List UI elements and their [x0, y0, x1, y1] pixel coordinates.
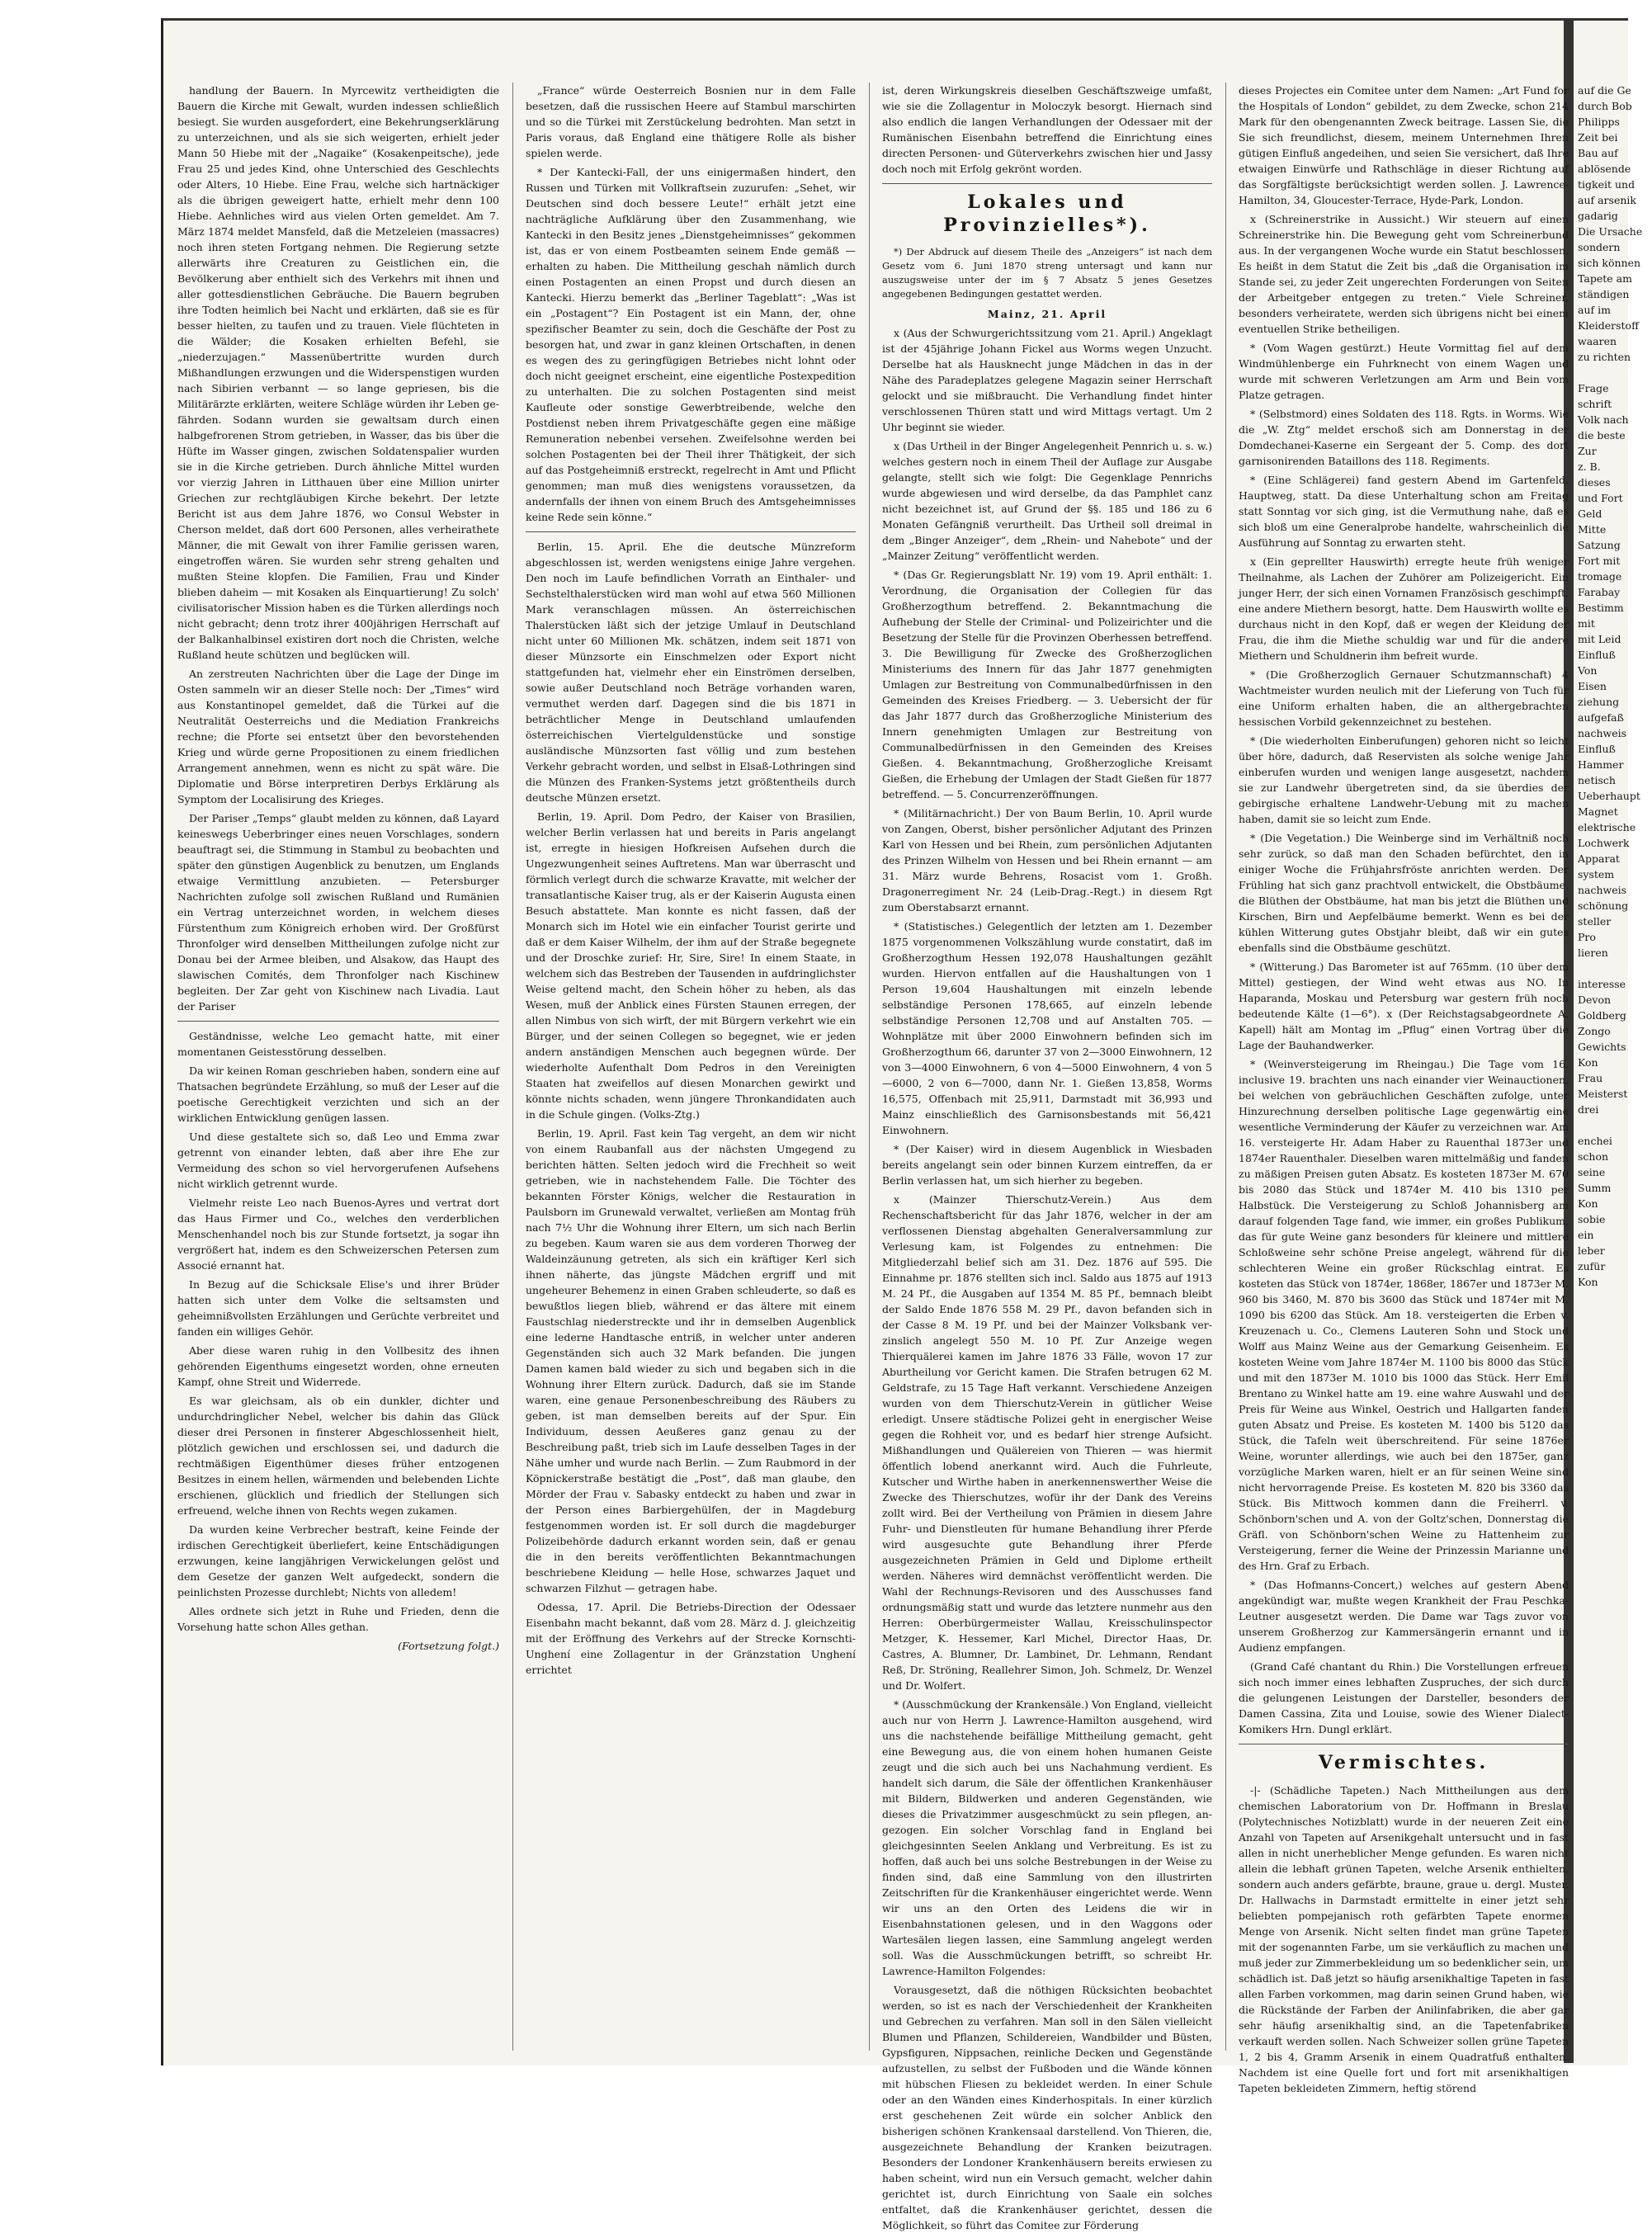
fragment-line: seine — [1578, 1166, 1606, 1178]
adjacent-page-fragment — [1578, 83, 1652, 2051]
fragment-line: Eisen — [1578, 680, 1607, 692]
fragment-line: Mitte — [1578, 523, 1607, 536]
feuilleton-paragraph: Vielmehr reiste Leo nach Buenos-Ayres und vertrat dort das Haus Firmer und Co., welches den verderblichen Menschenhandel noch bis zur Stunde fortsetzt, ja sogar ihn vergrößert hat, indem es den Schweizerschen Petersen zum Associé ernannt hat. — [177, 1197, 499, 1272]
feuilleton-paragraph: Alles ordnete sich jetzt in Ruhe und Frieden, denn die Vorsehung hatte schon Alles gethan. — [177, 1605, 499, 1633]
section-heading-miscellaneous: Vermischtes. — [1318, 1752, 1489, 1773]
fragment-line: Volk nach — [1578, 413, 1629, 426]
fragment-line: tromage — [1578, 570, 1622, 583]
odessa-continuation: ist, deren Wirkungskreis dieselben Geschäftszweige umfaßt, wie sie die Zollagentur in Moloczyk besorgt. Hiernach sind also endlich die langen Verhandlungen der Odessaer mit der Rumänischen Eisenbahn betreffend die Einrichtung eines directen Personen- und Güterverkehrs zwischen hier und Jassy doch noch mit Erfolg gekrönt worden. — [882, 84, 1212, 175]
fragment-line: sondern — [1578, 241, 1621, 253]
news-item: x (Aus der Schwurgerichtssitzung vom 21. April.) Angeklagt ist der 45jährige Johann Fickel aus Worms wegen Unzucht. Derselbe hat als Hausknecht junge Mädchen in das in der Nähe des Paradeplatzes gelegene Magazin seiner Herrschaft gelockt und sie mißbraucht. Die Verhandlung findet hinter verschlossenen Thüren statt und wird Mittags vertagt. Um 2 Uhr beginnt sie wieder. — [882, 327, 1212, 433]
news-item: * (Witterung.) Das Barometer ist auf 765mm. (10 über dem Mittel) gestiegen, der Wind weht etwas aus NO. In Haparanda, Moskau und Petersburg war gestern früh noch bedeutende Kälte (1—6°). x (Der Reichstagsabgeordnete A. Kapell) hält am Montag im „Pflug“ einen Vortrag über die Lage der Bauhandwerker. — [1239, 961, 1569, 1051]
fragment-line: Die Ursache — [1578, 225, 1643, 238]
fragment-line: elektrische — [1578, 821, 1636, 833]
fragment-line: Einfluß — [1578, 743, 1616, 755]
fragment-line: tigkeit und — [1578, 178, 1635, 191]
news-item: (Grand Café chantant du Rhin.) Die Vorstellungen erfreuen sich noch immer eines lebhaften Zuspruches, der sich durch die gelungenen Leistungen der Darsteller, besonders der Damen Cassina, Zita und Louise, sowie des Wiener Dialect-Komikers Hrn. Dungl erklärt. — [1239, 1660, 1569, 1735]
fragment-line: Bestimm — [1578, 602, 1624, 614]
fragment-line: leber — [1578, 1244, 1605, 1257]
article-paragraph: „France“ würde Oesterreich Bosnien nur in dem Falle besetzen, daß die russischen Heere auf Stambul marschirten und so die Türkei mit Zerstückelung bedrohten. Man setzt in Paris voraus, daß England eine thätigere Rolle als bisher spielen werde. — [526, 84, 856, 159]
fragment-line: Apparat — [1578, 852, 1620, 865]
miscellaneous-items — [1239, 1782, 1569, 2096]
fragment-line: aufgefaß — [1578, 711, 1624, 724]
news-item: * (Der Kaiser) wird in diesem Augenblick in Wiesbaden bereits angelangt sein oder binnen Kurzem eintreffen, da er Berlin verlassen hat, um sich hierher zu begeben. — [882, 1143, 1212, 1187]
hamilton-letter: dieses Projectes ein Comitee unter dem Namen: „Art Fund for the Hospitals of London“ gebildet, zu dem Zwecke, schon 214 Mark für den obengenannten Zweck beitrage. Lassen Sie, die Sie sich freundlichst, diesem, meinem Unternehmen Ihren gütigen Einfluß angedeihen, und seien Sie versichert, daß Ihre etwaigen Einwürfe und Rathschläge in dieser Richtung auf das Sorgfältigste berücksichtigt werden sollen. J. Lawrence-Hamilton, 34, Gloucester-Terrace, Hyde-Park, London. — [1239, 84, 1569, 206]
news-item: * (Die wiederholten Einberufungen) gehoren nicht so leicht über höre, dadurch, daß Reservisten als solche wenige Jahr einberufen wurden und wenigen lange ausgesetzt, nachdem sie zur Landwehr übergetreten sind, da sie überdies der gebirgische erhaltene Landwehr-Uebung mit zu machen haben, damit sie so leicht zum Ende. — [1239, 734, 1569, 825]
fragment-line: Devon — [1578, 994, 1612, 1006]
fragment-line: Zeit bei — [1578, 131, 1618, 144]
fragment-line: Magnet — [1578, 805, 1618, 818]
article-paragraph: handlung der Bauern. In Myrcewitz vertheidigten die Bauern die Kirche mit Gewalt, wurden indessen schließlich besiegt. Sie wurden ausgefordert, eine Bekehrungserklärung zu unterzeichnen, und als sie sich weigerten, erhielt jeder Mann 50 Hiebe mit der „Nagaike“ (Kosakenpeitsche), jede Frau 25 und jedes Kind, ohne Unterschied des Geschlechts oder Alters, 10 Hiebe. Eine Frau, welche sich hartnäckiger als die übrigen geweigert hatte, erhielt mehr denn 100 Hiebe. Aehnliches wird aus vielen Orten gemeldet. Am 7. März 1874 meldet Mansfeld, daß die Metzeleien (massacres) noch ihren steten Fortgang nehmen. Die Regierung setzte allerwärts ihre Creaturen zu Geistlichen ein, die Bevölkerung aber enthielt sich des Verkehrs mit ihnen und aller gottesdienstlichen Gebräuche. Die Bauern begruben ihre Todten heimlich bei Nacht und erklärten, daß sie es für besser hielten, zu taufen und zu trauen. Viele flüchteten in die Wälder; die Kosaken erhielten Befehl, sie „niederzujagen.“ Massenübertritte wurden durch Mißhandlungen erzwungen und die Widerspenstigen wurden nach Sibirien verbannt — so lange gepriesen, bis die Militärärzte erklärten, weitere Schläge würden ihr Leben gefährden. Sodann wurden sie gewaltsam durch einen halbgefrorenen Strom getrieben, in Wasser, das bis über die Hüfte im Wasser gingen, zwischen Soldatenspalier wurden sie in die Kirche getrieben. Durch ähnliche Mittel wurden vor vierzig Jahren in Litthauen über eine Million unirter Griechen zur rechtgläubigen Kirche bekehrt. Der letzte Bericht ist aus dem Jahre 1876, wo Consul Webster in Cherson meldet, daß dort 600 Personen, alles verheirathete Männer, die mit Gewalt von ihrer Familie gerissen waren, eingetroffen wären. Sie wurden sehr streng gehalten und mußten Steine klopfen. Die Familien, Frau und Kinder blieben daheim — mit Kosaken als Einquartierung! Zu solch' civilisatorischer Mission haben es die Türken allerdings noch nicht gebracht; denn trotz ihrer 400jährigen Herrschaft auf der Balkanhalbinsel existiren dort noch die Christen, welche Rußland heute schützen und beglücken will. — [177, 84, 499, 661]
fragment-line: zu richten — [1578, 351, 1631, 363]
column-2-articles — [526, 83, 856, 525]
fragment-line: Zongo — [1578, 1025, 1611, 1037]
column-3 — [882, 83, 1212, 2231]
fragment-line: Kon — [1578, 1056, 1598, 1069]
fragment-line: schon — [1578, 1150, 1609, 1163]
fragment-line: Hammer — [1578, 758, 1624, 771]
fragment-line: ziehung — [1578, 696, 1620, 708]
column-rule — [1225, 83, 1226, 2051]
fragment-line: schrift — [1578, 398, 1612, 410]
article-paragraph: An zerstreuten Nachrichten über die Lage der Dinge im Osten sammeln wir an dieser Stelle noch: Der „Times“ wird aus Konstantinopel gemeldet, daß die Türkei auf die Neutralität Oesterreichs und die Mediation Frankreichs rechne; die Pforte sei entsetzt über den bevorstehenden Krieg und würde gerne Propositionen zu einem friedlichen Arrangement annehmen, wenn es nicht zu spät wäre. Die Diplomatie und Börse interpretiren Derbys Erklärung als Symptom der Localisirung des Krieges. — [177, 668, 499, 805]
column-2-divider — [526, 531, 856, 532]
feuilleton-paragraph: Geständnisse, welche Leo gemacht hatte, mit einer momentanen Geistesstörung desselben. — [177, 1030, 499, 1058]
dateline-mainz: Mainz, 21. April — [987, 308, 1107, 320]
fragment-line: Fort mit — [1578, 555, 1621, 567]
news-item: * (Statistisches.) Gelegentlich der letzten am 1. Dezember 1875 vorgenommenen Volkszählung wurde constatirt, daß im Großherzogthum Hessen 192,078 Haushaltungen gezählt wurden. Hiervon entfallen auf die Haushaltungen von 1 Person 19,604 Haushaltungen mit einzeln lebende selbständige Personen 178,665, auf einzeln lebende selbständige Personen 12,708 und auf Anstalten 705. — Wohnplätze mit über 2000 Einwohnern befinden sich im Großherzogthum 66, darunter 37 von 2—3000 Einwohnern, 12 von 3—4000 Einwohnern, 6 von 4—5000 Einwohnern, 4 von 5—6000, 2 von 6—7000, dann Nr. 1. Gießen 13,858, Worms 16,575, Offenbach mit 25,911, Darmstadt mit 36,993 und Mainz einschließlich des Garnisonsbestands mit 56,421 Einwohnern. — [882, 920, 1212, 1136]
fragment-line: dieses — [1578, 476, 1611, 489]
feuilleton-paragraph: Da wir keinen Roman geschrieben haben, sondern eine auf Thatsachen begründete Erzählung, so muß der Leser auf die poetische Gerechtigkeit verzichten und sich an der wirklichen Entwicklung genügen lassen. — [177, 1065, 499, 1124]
fragment-line: Geld — [1578, 508, 1602, 520]
local-news-items — [882, 325, 1212, 2233]
section-divider — [882, 183, 1212, 184]
fragment-line: Kon — [1578, 1197, 1598, 1210]
fragment-line: auf arsenik — [1578, 194, 1636, 206]
fragment-line: sich können — [1578, 257, 1641, 269]
column-1 — [177, 83, 499, 2051]
feuilleton-paragraph: Aber diese waren ruhig in den Vollbesitz des ihnen gehörenden Eigenthums eingesetzt worden, ohne erneuten Kampf, ohne Streit und Widerrede. — [177, 1344, 499, 1388]
feuilleton-paragraph: In Bezug auf die Schicksale Elise's und ihrer Brüder hatten sich unter dem Volke die seltsamsten und geheimnißvollsten Erzählungen und Gerüchte verbreitet und fanden ein williges Gehör. — [177, 1278, 499, 1338]
fragment-line: mit Leid — [1578, 633, 1621, 645]
column-2 — [526, 83, 856, 2051]
news-item: * (Weinversteigerung im Rheingau.) Die Tage vom 16. inclusive 19. brachten uns nach einander vier Weinauctionen, bei welchen von gebräuchlichen Geschäften zufolge, unter Hinzurechnung derselben politische Lage gegenwärtig eine wesentliche Verminderung der Käufer zu verzeichnen war. Am 16. versteigerte Hr. Adam Haber zu Rauenthal 1873er und 1874er Rauenthaler. Dieselben waren mittelmäßig und fanden zu mäßigen Preisen guten Absatz. Es kosteten 1873er M. 670 bis 2080 das Stück und 1874er M. 410 bis 1310 per Halbstück. Die Versteigerung zu Schloß Johannisberg am darauf folgenden Tage fand, wie immer, ein großes Publikum, das für gute Weine ganz besonders für kleinere und mittlere Schloßweine sehr schöne Preise angelegt, während für die schlechteren Weine ein großer Rückschlag eintrat. Es kosteten das Stück von 1874er, 1868er, 1867er und 1873er M. 960 bis 3460, M. 870 bis 3600 das Stück und 1874er mit M. 1090 bis 6200 das Stück. Am 18. versteigerten die Erben v. Kreuzenach u. Co., Clemens Lauteren Sohn und Stock und Wolff aus Mainz Weine aus der Gemarkung Geisenheim. Es kosteten Weine vom Jahre 1874er M. 1100 bis 8000 das Stück und mit den 1873er M. 1010 bis 1000 das Stück. Herr Emil Brentano zu Winkel hatte am 19. eine wahre Auswahl und der Preis für Weine aus Winkel, Oestrich und Hallgarten fanden guten Absatz und Preise. Es kosteten M. 1400 bis 5120 das Stück, die Tafeln weit überschreitend. Für seine 1876er Weine, worunter allerdings, wie auch bei den 1875er, ganz vorzügliche Marken waren, hielt er an für seinen Weine sind nicht hervorragende Preise. Es kosteten M. 820 bis 3360 das Stück. Bis Mittwoch kommen dann die Freiherrl. v. Schönborn'schen und A. von der Goltz'schen, Donnerstag die Gräfl. von Schönborn'schen Weine zu Hattenheim zur Versteigerung, ferner die Weine der Prinzessin Marianne und des Hrn. Graf zu Erbach. — [1239, 1058, 1569, 1572]
column-rule — [512, 83, 513, 2051]
fragment-line: Einfluß — [1578, 649, 1616, 661]
fragment-line: auf im — [1578, 304, 1611, 316]
fragment-line: die beste — [1578, 429, 1626, 441]
column-1-articles — [177, 83, 499, 1014]
fragment-line: steller — [1578, 915, 1612, 928]
fragment-line: und Fort — [1578, 492, 1623, 504]
fragment-line: gadarig — [1578, 210, 1618, 222]
continuation-note: (Fortsetzung folgt.) — [398, 1640, 499, 1652]
fragment-line: Goldberg — [1578, 1009, 1626, 1022]
news-item: * (Die Vegetation.) Die Weinberge sind im Verhältniß noch sehr zurück, so daß man den Schaden befürchtet, den in einiger Woche die Frühjahrsfröste anrichten werden. Der Frühling hat sich ganz prachtvoll entwickelt, die Obstbäume, die Blüthen der Obstbäume, hat man bis jetzt die Blüthen und Kirschen, Birn und Aepfelbäume bemerkt. Wenn es bei der kühlen Witterung gutes Obstjahr bleibt, daß wir ein gutes ebenfalls sind die Obstbäume geschützt. — [1239, 832, 1569, 954]
fragment-line: nachweis — [1578, 884, 1627, 896]
fragment-line — [1578, 365, 1652, 380]
fragment-line: Philipps — [1578, 116, 1620, 128]
news-item: * (Die Großherzoglich Gernauer Schutzmannschaft) 4 Wachtmeister wurden neulich mit der Lieferung von Tuch für eine Uniform erhalten haben, die an althergebrachten hessischen Vorbild gekennzeichnet zu bestehen. — [1239, 668, 1569, 728]
local-news-items-2 — [1239, 211, 1569, 1737]
local-footnote — [882, 245, 1212, 301]
footnote-paragraph: *) Der Abdruck auf diesem Theile des „Anzeigers“ ist nach dem Gesetz vom 6. Juni 1870 streng untersagt und kann nur auszugsweise unter der im § 7 Absatz 5 jenes Gesetzes angegebenen Bedingungen gestattet werden. — [882, 246, 1212, 300]
feuilleton-text — [177, 1028, 499, 1635]
news-item: Berlin, 19. April. Dom Pedro, der Kaiser von Brasilien, welcher Berlin verlassen hat und bereits in Paris angelangt ist, erregte in hiesigen Hofkreisen Aufsehen durch die Ungezwungenheit seines Auftretens. Man war überrascht und förmlich verlegt durch die schwarze Kravatte, mit welcher der transatlantische Kaiser trug, als er der Kaiserin Augusta einen Besuch abstattete. Man konnte es nicht fassen, daß der Monarch sich im Hotel wie ein einfacher Tourist gerirte und daß er dem Kaiser Wilhelm, der ihm auf der Straße begegnete und der Droschke zurief: Hr, Sire, Sire! In einem Staate, in welchem sich das Bestreben der Tausenden in aufdringlichster Weise geltend macht, den Schein höher zu heben, als das Wesen, muß der Anblick eines Fürsten Staunen erregen, der allen Nimbus von sich wirft, der mit Bürgern verkehrt wie ein Bürger, und der seinen Collegen so begegnet, wie er jeden andern anständigen Menschen auch begegnen würde. Der wiederholte Aufenthalt Dom Pedros in den Vereinigten Staaten hat zweifellos auf diesen Monarchen gewirkt und könnte nichts schaden, wenn jüngere Thronkandidaten auch in die Schule gingen. (Volks-Ztg.) — [526, 810, 857, 1121]
column-4 — [1239, 83, 1569, 2094]
fragment-line: ablösende — [1578, 163, 1631, 175]
news-item: Vorausgesetzt, daß die nöthigen Rücksichten beobachtet werden, so ist es nach der Verschiedenheit der Krankheiten und Gebrechen zu verfahren. Man soll in den Sälen vielleicht Blumen und Pflanzen, Schildereien, Wandbilder und Büsten, Gypsfiguren, Nippsachen, reinliche Decken und Gegenstände aufzustellen, zu selbst der Fußboden und die Wände können mit hübschen Fliesen zu bekleidet werden. In einer Schule oder an den Wänden eines Kinderhospitals. In einer kürzlich erst geschehenen Zeit würde ein solcher Anblick den bisherigen schönen Krankensaal darstellend. Von Thieren, die, ausgezeichnete Behandlung der Kranken beizutragen. Besonders der Londoner Krankenhäusern bereits erwiesen zu haben scheint, wird nun ein Versuch gemacht, welcher dahin gerichtet ist, durch Einrichtung von Saale ein solches entfaltet, daß die Krankenhäuser gerichtet, dessen die Möglichkeit, so führt das Comitee zur Förderung — [882, 1984, 1212, 2231]
feuilleton-paragraph: Es war gleichsam, als ob ein dunkler, dichter und undurchdringlicher Nebel, welcher bis dahin das Glück dieser drei Personen in finsterer Abgeschlossenheit hielt, plötzlich gewichen und erschlossen sei, und dadurch die rechtmäßigen Eigenthümer dieses früher entzogenen Besitzes in einem hellen, wärmenden und belebenden Lichte erschienen, glücklich und friedlich der Stellungen sich erfreuend, welche ihnen von Rechts wegen zukamen. — [177, 1395, 499, 1517]
fragment-line: ständigen — [1578, 288, 1630, 300]
fragment-line: Zur — [1578, 445, 1597, 457]
fragment-line — [1578, 961, 1652, 976]
article-paragraph: * Der Kantecki-Fall, der uns einigermaßen hindert, den Russen und Türken mit Vollkraftsein zuzurufen: „Sehet, wir Deutschen sind doch bessere Leute!“ erhält jetzt eine nachträgliche Aufklärung über den Zusammenhang, wie Kantecki in den Besitz jenes „Dienstgeheimnisses“ gekommen ist, das er von einem Postbeamten seinem Ende gemäß — erhalten zu haben. Die Mittheilung geschah nämlich durch einen Postagenten an einen Propst und durch diesen an Kantecki. Hierzu bemerkt das „Berliner Tageblatt“: „Was ist ein „Postagent“? Ein Postagent ist ein Mann, der, ohne spezifischer Beamter zu sein, doch die Geschäfte der Post zu besorgen hat, und zwar in ganz kleinen Ortschaften, in denen es wegen des zu geringfügigen Betriebes nicht lohnt oder doch nicht geeignet erscheint, eine eigentliche Postexpedition zu unterhalten. Die zu solchen Postagenten sind meist Kaufleute oder sonstige Gewerbtreibende, welche den Postdienst neben ihrem Privatgeschäfte gegen eine mäßige Remuneration nebenbei versehen. Zweifelsohne werden bei solchen Postagenten bei der Theil ihrer Thätigkeit, der sich auf das Postgeheimniß erstreckt, regelrecht in Amt und Pflicht genommen; man muß dies wenigstens voraussetzen, da andernfalls der ihnen von einem Bruch des Amtsgeheimnisses keine Rede sein könne.“ — [526, 166, 856, 523]
fragment-line: Lochwerk — [1578, 837, 1630, 849]
feuilleton-divider — [177, 1021, 499, 1022]
news-item: * (Eine Schlägerei) fand gestern Abend im Gartenfeld, Hauptweg, statt. Da diese Unterhaltung schon am Freitag statt Sonntag vor sich ging, ist die Vermuthung nahe, daß es sich bloß um eine Generalprobe handelte, wahrscheinlich die Ausführung auf Sonntag zu erwarten steht. — [1239, 474, 1569, 549]
fragment-line: mit — [1578, 617, 1595, 630]
fragment-line: Frage — [1578, 382, 1609, 394]
fragment-line: netisch — [1578, 774, 1616, 786]
news-item: * (Vom Wagen gestürzt.) Heute Vormittag fiel auf dem Windmühlenberge ein Fuhrknecht von einem Wagen und wurde mit schweren Verletzungen am Arm und Bein vom Platze getragen. — [1239, 342, 1569, 401]
fragment-line: Ueberhaupt — [1578, 790, 1640, 802]
fragment-line: waaren — [1578, 335, 1617, 347]
news-item: * (Das Gr. Regierungsblatt Nr. 19) vom 19. April enthält: 1. Verordnung, die Organisation der Collegien für das Großherzogthum betreffend. 2. Bekanntmachung die Aufhebung der Stelle der Criminal- und Polizeirichter und die Besetzung der Stelle für die Provinzen Oberhessen betreffend. 3. Die Bewilligung für Zwecke des Großherzoglichen Ministeriums des Innern für das Jahr 1877 genehmigten Umlagen zur Bestreitung von Communalbedürfnissen in den Gemeinden des Kreises Friedberg. — 3. Uebersicht der für das Jahr 1877 durch das Großherzogliche Ministerium des Innern genehmigten Umlagen zur Bestreitung von Communalbedürfnissen in den Gemeinden des Kreises Gießen. 4. Bekanntmachung, Großherzogliche Kreisamt Gießen, die Erhebung der Umlagen der Stadt Gießen für 1877 betreffend. — 5. Concurrenzeröffnungen. — [882, 569, 1212, 800]
news-item: Berlin, 15. April. Ehe die deutsche Münzreform abgeschlossen ist, werden wenigstens einige Jahre vergehen. Den noch im Laufe befindlichen Vorrath an Einthaler- und Sechstelthalerstücken wird man wohl auf etwa 560 Millionen Mark veranschlagen müssen. An österreichischen Thalerstücken läßt sich der jetzige Umlauf in Deutschland nicht unter 60 Millionen Mk. schätzen, indem seit 1871 von dieser Münzsorte ein Einschmelzen oder Export nicht stattgefunden hat, vielmehr eher ein Einströmen derselben, sowie außer Deutschland noch Beträge vorhanden waren, vermuthet werden darf. Dagegen sind die bis 1871 in beträchtlicher Menge in Deutschland umlaufenden österreichischen Viertelguldenstücke und sonstige ausländische Münzsorten fast völlig und zum bestehen Verkehr gebracht worden, und selbst in Elsaß-Lothringen sind die Münzen des Franken-Systems jetzt größtentheils durch deutsche Münzen ersetzt. — [526, 541, 856, 804]
fragment-line: lieren — [1578, 947, 1608, 959]
news-item: * (Militärnachricht.) Der von Baum Berlin, 10. April wurde von Zangen, Oberst, bisher persönlicher Adjutant des Prinzen Karl von Hessen und bei Rhein, zum persönlichen Adjutanten des Prinzen Wilhelm von Hessen und bei Rhein ernannt — am 31. März wurde Behrens, Rosacist vom 1. Großh. Dragonerregiment Nr. 24 (Leib-Drag.-Regt.) in diesem Rgt zum Oberstabsarzt ernannt. — [882, 807, 1212, 914]
fragment-line: Summ — [1578, 1182, 1612, 1194]
news-item: x (Das Urtheil in der Binger Angelegenheit Pennrich u. s. w.) welches gestern noch in einem Theil der Auflage zur Ausgabe gelangte, stellt sich wie folgt: Die Gegenklage Pennrichs wurde abgewiesen und wird derselbe, da das Pamphlet canz nicht bezeichnet ist, auf Grund der §§. 185 und 186 zu 6 Monaten Gefängniß verurtheilt. Das Urtheil soll dreimal in dem „Binger Anzeiger“, dem „Rhein- und Nahebote“ und der „Mainzer Zeitung“ veröffentlicht werden. — [882, 440, 1212, 562]
fragment-line: nachweis — [1578, 727, 1627, 739]
fragment-line: schönung — [1578, 899, 1629, 912]
fragment-line: Kon — [1578, 1276, 1598, 1288]
fragment-line: Pro — [1578, 931, 1596, 943]
column-rule — [869, 83, 870, 2051]
fragment-line: Tapete am — [1578, 272, 1632, 285]
news-item: * (Selbstmord) eines Soldaten des 118. Rgts. in Worms. Wie die „W. Ztg“ meldet erschoß sich am Donnerstag in der Domdechanei-Kaserne ein Sergeant der 5. Comp. des dort garnisonirenden Bataillons des 118. Regiments. — [1239, 408, 1569, 467]
fragment-line — [1578, 1117, 1652, 1133]
fragment-line: interesse — [1578, 978, 1626, 990]
article-paragraph: Der Pariser „Temps“ glaubt melden zu können, daß Layard keineswegs Ueberbringer eines neuen Vorschlages, sondern beauftragt sei, die Stimmung in Stambul zu beobachten und später den günstigen Augenblick zu benutzen, um Englands etwaige Vermittlung anzubieten. — Petersburger Nachrichten zufolge soll zwischen Rußland und Rumänien ein Vertrag unterzeichnet worden, in welchem dieses Fürstenthum zum Königreich erhoben wird. Der Großfürst Thronfolger wird denselben Mittheilungen zufolge nicht zur Donau bei der Armee bleiben, und Alsakow, das Haupt des slawischen Comités, dem Thronfolger nach Kischinew begleiten. Der Zar geht von Kischinew nach Livadia. Laut der Pariser — [177, 812, 499, 1013]
fragment-line: auf die Ge — [1578, 84, 1631, 97]
fragment-line: Gewichts — [1578, 1041, 1626, 1053]
fragment-line: Von — [1578, 664, 1598, 677]
news-item: x (Schreinerstrike in Aussicht.) Wir steuern auf einen Schreinerstrike hin. Die Bewegung geht vom Schreinerbund aus. In der vergangenen Woche wurde ein Statut beschlossen. Es heißt in dem Statut die Zeit bis „daß die Organisation im Stande sei, zu jeder Zeit ungerechten Forderungen von Seiten der Arbeitgeber entgegen zu treten.“ Viele Schreiner, besonders verheiratete, werden sich übrigens nicht bei einem eventuellen Strike betheiligen. — [1239, 213, 1569, 335]
fragment-line: Frau — [1578, 1072, 1603, 1084]
fragment-line: drei — [1578, 1103, 1599, 1116]
fragment-line: enchei — [1578, 1135, 1612, 1147]
fragment-line: z. B. — [1578, 460, 1601, 473]
news-item: x (Mainzer Thierschutz-Verein.) Aus dem Rechenschaftsbericht für das Jahr 1876, welcher in der am verflossenen Dienstag abgehalten Generalversammlung zur Verlesung kam, ist Folgendes zu entnehmen: Die Mitgliederzahl belief sich am 31. Dez. 1876 auf 595. Die Einnahme pr. 1876 stellten sich incl. Saldo aus 1875 auf 1913 M. 24 Pf., die Ausgaben auf 1354 M. 85 Pf., bemnach bleibt der Saldo Ende 1876 558 M. 29 Pf., davon befanden sich in der Casse 8 M. 19 Pf. und bei der Mainzer Volksbank verzinslich angelegt 550 M. 10 Pf. Zur Anzeige wegen Thierquälerei kamen im Jahre 1876 33 Fälle, wovon 17 zur Aburtheilung vor Gericht kamen. Die Strafen betrugen 62 M. Geldstrafe, zu 15 Tage Haft verkannt. Verschiedene Anzeigen wurden von dem Thierschutz-Verein in gütlicher Weise erledigt. Unsere städtische Polizei geht in energischer Weise gegen die Rohheit vor, und es bedarf hier strenge Aufsicht. Mißhandlungen und Quälereien von Thieren — was hiermit öffentlich lobend anerkannt wird. Auch die Fuhrleute, Kutscher und Wirthe haben in anerkennenswerther Weise die Zwecke des Thierschutzes, wofür ihr der Dank des Vereins zollt wird. Bei der Vertheilung von Prämien in diesem Jahre Fuhr- und Dienstleuten für humane Behandlung ihrer Pferde wird ausgesuchte gute Behandlung ihrer Pferde ausgezeichneten Prämien in Geld und Diplome ertheilt werden. Näheres wird demnächst veröffentlicht werden. Die Wahl der Rechnungs-Revisoren und des Ausschusses fand ordnungsmäßig statt und wurde das letztere nunmehr aus den Herren: Oberbürgermeister Wallau, Kreisschulinspector Metzger, K. Hessemer, Karl Michel, Director Haas, Dr. Castres, A. Blumner, Dr. Lambinet, Dr. Lehmann, Rendant Reß, Dr. Ströning, Reallehrer Simon, Joh. Schmelz, Dr. Wenzel und Dr. Wolfert. — [882, 1193, 1212, 1692]
fragment-line: Satzung — [1578, 539, 1621, 551]
fragment-line: zufür — [1578, 1260, 1606, 1272]
feuilleton-paragraph: Und diese gestaltete sich so, daß Leo und Emma zwar getrennt von einander lebten, daß aber ihre Ehe zur Vermeidung des schon so viel hervorgerufenen Aufsehens nicht wirklich getrennt wurde. — [177, 1131, 499, 1190]
fragment-line: Farabay — [1578, 586, 1621, 598]
fragment-line: durch Bob — [1578, 100, 1632, 112]
news-item: Odessa, 17. April. Die Betriebs-Direction der Odessaer Eisenbahn macht bekannt, daß vom 28. März d. J. gleichzeitig mit der Eröffnung des Verkehrs auf der Strecke Kornschti-Unghení eine Zollagentur in der Gränzstation Unghení errichtet — [526, 1601, 856, 1676]
feuilleton-paragraph: Da wurden keine Verbrecher bestraft, keine Feinde der irdischen Gerechtigkeit überliefert, keine Entschädigungen erzwungen, keine langjährigen Verwickelungen gelöst und dem Gesetze der ganzen Welt aufgedeckt, sondern die peinlichsten Prozesse durchlebt; Nichts von alledem! — [177, 1523, 499, 1598]
fragment-line: sobie — [1578, 1213, 1606, 1225]
section-heading-local: Lokales und Provinzielles*). — [943, 191, 1151, 236]
fragment-line: ein — [1578, 1229, 1594, 1241]
fragment-line: Bau auf — [1578, 147, 1618, 159]
news-item: x (Ein geprellter Hauswirth) erregte heute früh weniger Theilnahme, als Lachen der Zuhörer am Polizeigericht. Ein junger Herr, der sich einen Vornamen Französisch geschimpft, eine andere Miethern besorgt, hatte. Dem Hauswirth wollte es durchaus nicht in den Kopf, daß er wegen der Kleidung der Frau, die ihm die Miethe schuldig war und für die andere Miethern und Schuldnerin ihm befreit wurde. — [1239, 555, 1569, 662]
page-body — [177, 83, 1584, 2231]
column-2-news — [526, 539, 856, 1678]
news-item: -|- (Schädliche Tapeten.) Nach Mittheilungen aus dem chemischen Laboratorium von Dr. Hoffmann in Breslau (Polytechnisches Notizblatt) wurde in der neueren Zeit eine Anzahl von Tapeten auf Arsenikgehalt untersucht und in fast allen in nicht unerheblicher Menge gefunden. Es waren nicht allein die lebhaft grünen Tapeten, welche Arsenik enthielten, sondern auch anders gefärbte, braune, graue u. dergl. Muster. Dr. Hallwachs in Darmstadt ermittelte in einer jetzt sehr beliebten pompejanisch roth gefärbten Tapete enormen Menge von Arsenik. Nicht selten findet man grüne Tapeten mit der sogenannten Farbe, um sie verkäuflich zu machen und muß jeder zur Zimmerbekleidung um so bedenklicher sein, um schädlich ist. Daß jetzt so häufig arsenikhaltige Tapeten in fast allen Farben vorkommen, mag darin seinen Grund haben, wie die Rückstände der Farben der Anilinfabriken, die aber gar sehr häufig arsenikhaltig sind, an die Tapetenfabriken verkauft werden sollen. Nach Schweizer sollen grüne Tapeten 1, 2 bis 4, Gramm Arsenik in einem Quadratfuß enthalten. Nachdem ist eine Quelle fort und fort mit arsenikhaltigen Tapeten bekleideten Zimmern, heftig störend — [1239, 1784, 1569, 2094]
news-item: Berlin, 19. April. Fast kein Tag vergeht, an dem wir nicht von einem Raubanfall aus der nächsten Umgegend zu berichten hätten. Selten jedoch wird die Frechheit so weit getrieben, wie in nachstehendem Falle. Die Töchter des bekannten Förster Königs, welcher die Restauration in Paulsborn im Grunewald verwaltet, verließen am Montag früh nach 7½ Uhr die Wohnung ihrer Eltern, um sich nach Berlin zu begeben. Kaum waren sie aus dem vorderen Thorweg der Waldeinzäunung getreten, als sich ein kräftiger Kerl sich ihnen näherte, das jüngste Mädchen ergriff und mit ungeheurer Behemenz in einen Graben schleuderte, so daß es bewußtlos liegen blieb, während er das ältere mit einem Faustschlag niederstreckte und ihr in demselben Augenblick eine lederne Handtasche entriß, in welcher unter anderen Gegenständen sich auch 32 Mark befanden. Die jungen Damen kamen bald wieder zu sich und begaben sich in die Wohnung ihrer Eltern zurück. Dadurch, daß sie im Stande waren, eine genaue Personenbeschreibung des Räubers zu geben, ist man demselben bereits auf der Spur. Ein Individuum, dessen Aeußeres ganz genau zu der Beschreibung paßt, trieb sich im Laufe desselben Tages in der Nähe umher und wurde nach Berlin. — Zum Raubmord in der Köpnickerstraße bestätigt die „Post“, daß man glaube, den Mörder der Frau v. Sabasky entdeckt zu haben und zwar in der Person eines Barbiergehülfen, der in Magdeburg festgenommen worden ist. Er soll durch die magdeburger Polizeibehörde dadurch erkannt worden sein, daß er genau die in den bereits veröffentlichten Bekanntmachungen beschriebene Kleidung — helle Hose, schwarzes Jaquet und schwarzen Filzhut — getragen habe. — [526, 1127, 856, 1594]
fragment-line: system — [1578, 868, 1615, 880]
fragment-line: Kleiderstoff — [1578, 319, 1639, 332]
fragment-line: Meisterst — [1578, 1088, 1628, 1100]
news-item: * (Ausschmückung der Krankensäle.) Von England, vielleicht auch nur von Herrn J. Lawrence-Hamilton ausgehend, wird uns die nachstehende beifällige Mittheilung gemacht, geht eine Bewegung aus, die von einem hohen humanen Geiste zeugt und die sich auch bei uns Nachahmung verdient. Es handelt sich darum, die Säle der öffentlichen Krankenhäuser mit Bildern, Bildwerken und anderen Gegenständen, wie dieses die Privatzimmer ausgeschmückt zu sein pflegen, angezogen. Ein solcher Vorschlag fand in England bei gleichgesinnten Seelen Anklang und Verbreitung. Es ist zu hoffen, daß auch bei uns solche Bestrebungen in der Weise zu finden sind, daß eine Sammlung von den illustrirten Zeitschriften für die Krankenhäuser eingerichtet werde. Wenn wir uns an den Orten des Leidens die wir in Eisenbahnstationen gelesen, und in den Waggons oder Wartesälen liegen lassen, eine Sammlung angelegt werden soll. Was die Ausschmückungen betrifft, so schreibt Hr. Lawrence-Hamilton Folgendes: — [882, 1698, 1212, 1977]
news-item: * (Das Hofmanns-Concert,) welches auf gestern Abend angekündigt war, mußte wegen Krankheit der Frau Peschka-Leutner ausgesetzt werden. Die Dame war Tags zuvor von unserem Großherzog zur Kammersängerin ernannt und in Audienz empfangen. — [1239, 1579, 1569, 1654]
